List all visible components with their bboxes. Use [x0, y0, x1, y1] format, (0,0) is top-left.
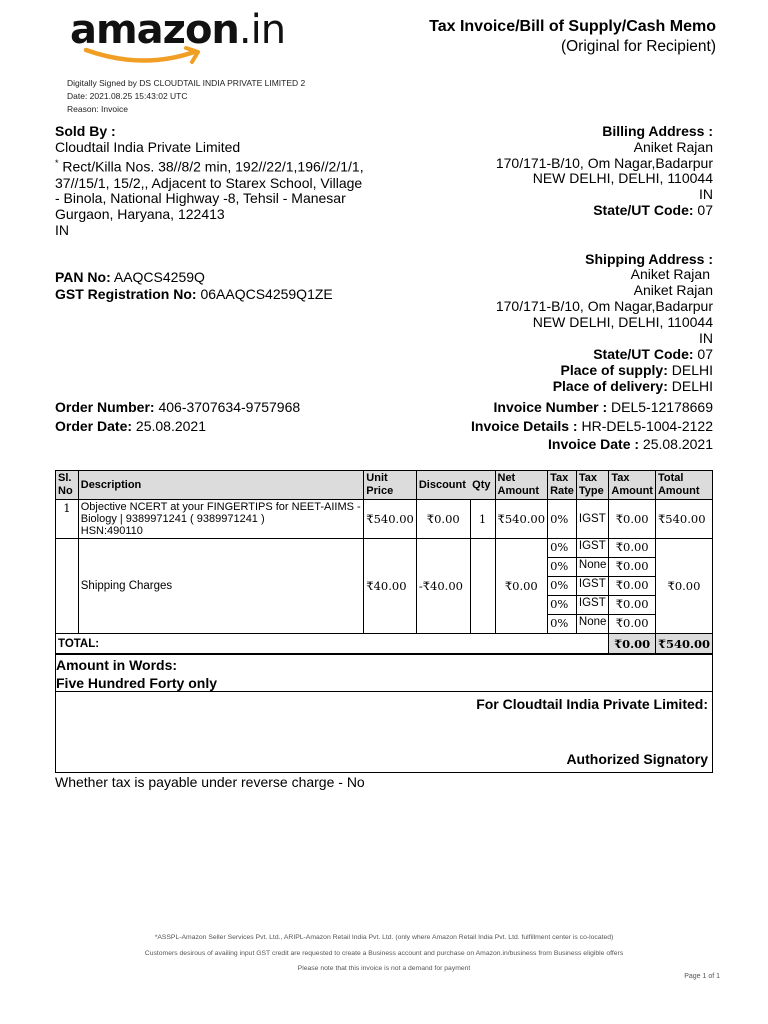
billing-address-label: Billing Address :: [602, 123, 713, 139]
total-label: TOTAL:: [56, 634, 609, 654]
item-sl: 1: [56, 500, 79, 539]
shipping-state-code: State/UT Code: 07: [593, 346, 713, 362]
seller-address-line: Gurgaon, Haryana, 122413: [55, 206, 225, 222]
col-header-discount: Discount: [416, 471, 470, 500]
gst-registration: GST Registration No: 06AAQCS4259Q1ZE: [55, 286, 333, 302]
invoice-items-table: [55, 470, 713, 654]
invoice-number: Invoice Number : DEL5-12178669: [493, 399, 713, 415]
seller-country: IN: [55, 222, 69, 238]
digital-signature-line: Digitally Signed by DS CLOUDTAIL INDIA PRIVATE LIMITED 2: [67, 78, 306, 88]
table-header-row: [56, 471, 713, 500]
col-header-description: Description: [78, 471, 364, 500]
col-header-qty: Qty: [470, 471, 495, 500]
tax-amount: ₹0.00: [609, 596, 656, 615]
shipping-address-line: 170/171-B/10, Om Nagar,Badarpur: [495, 298, 713, 314]
item-qty: 1: [470, 500, 495, 539]
col-header-sl: Sl. No: [56, 471, 79, 500]
invoice-subtitle: (Original for Recipient): [560, 38, 716, 55]
shipping-country: IN: [699, 330, 713, 346]
tax-amount: ₹0.00: [609, 558, 656, 577]
tax-amount: ₹0.00: [609, 500, 656, 539]
digital-signature-reason: Reason: Invoice: [67, 104, 128, 114]
amount-in-words-value: Five Hundred Forty only: [56, 675, 218, 691]
reverse-charge-note: Whether tax is payable under reverse charge - No: [55, 774, 365, 790]
col-header-tax-rate: Tax Rate: [548, 471, 577, 500]
footer-note: Please note that this invoice is not a demand for payment: [297, 965, 471, 972]
grand-total-amount: ₹540.00: [655, 634, 712, 654]
logo-wordmark: amazon.in: [70, 7, 286, 53]
tax-type: None: [576, 558, 609, 577]
amount-in-words-label: Amount in Words:: [56, 657, 178, 673]
pan-number: PAN No: AAQCS4259Q: [55, 269, 205, 285]
col-header-tax-amount: Tax Amount: [609, 471, 656, 500]
shipping-net-amount: ₹0.00: [495, 539, 548, 634]
seller-name: Cloudtail India Private Limited: [55, 139, 241, 155]
page-number: Page 1 of 1: [684, 973, 720, 980]
tax-rate: 0%: [548, 615, 577, 634]
item-total-amount: ₹540.00: [655, 500, 712, 539]
place-of-delivery: Place of delivery: DELHI: [552, 378, 713, 394]
invoice-details: Invoice Details : HR-DEL5-1004-2122: [471, 418, 713, 434]
invoice-date: Invoice Date : 25.08.2021: [548, 436, 713, 452]
seller-address-line: 37//15/1, 15/2,, Adjacent to Starex School, Village: [55, 175, 363, 191]
tax-rate: 0%: [548, 558, 577, 577]
item-description: Objective NCERT at your FINGERTIPS for NEET-AIIMS - Biology | 9389971241 ( 9389971241 ) HSN:490110: [78, 500, 364, 539]
tax-rate: 0%: [548, 500, 577, 539]
amount-in-words-box: [55, 654, 713, 692]
sold-by-label: Sold By :: [55, 123, 116, 139]
billing-state-code: State/UT Code: 07: [593, 202, 713, 218]
billing-address-line: 170/171-B/10, Om Nagar,Badarpur: [495, 155, 713, 171]
tax-type: None: [576, 615, 609, 634]
place-of-supply: Place of supply: DELHI: [560, 362, 713, 378]
tax-type: IGST: [576, 500, 609, 539]
billing-address-line: NEW DELHI, DELHI, 110044: [532, 170, 713, 186]
order-date: Order Date: 25.08.2021: [55, 418, 206, 434]
tax-amount: ₹0.00: [609, 577, 656, 596]
seller-address-line: * Rect/Killa Nos. 38//8/2 min, 192//22/1,196//2/1/1,: [55, 158, 364, 175]
table-row: [56, 539, 713, 558]
tax-amount: ₹0.00: [609, 539, 656, 558]
shipping-charges-label: Shipping Charges: [78, 539, 364, 634]
shipping-name: Aniket Rajan: [633, 282, 713, 298]
shipping-address-label: Shipping Address :: [585, 251, 713, 267]
tax-type: IGST: [576, 596, 609, 615]
table-row: [56, 500, 713, 539]
total-tax-amount: ₹0.00: [609, 634, 656, 654]
tax-amount: ₹0.00: [609, 615, 656, 634]
col-header-net-amount: Net Amount: [495, 471, 548, 500]
shipping-address-line: NEW DELHI, DELHI, 110044: [532, 314, 713, 330]
logo-smile-icon: [82, 44, 212, 68]
digital-signature-date: Date: 2021.08.25 15:43:02 UTC: [67, 91, 188, 101]
footer-note: *ASSPL-Amazon Seller Services Pvt. Ltd., ARIPL-Amazon Retail India Pvt. Ltd. (only where Amazon Retail India Pvt. Ltd. fulfillment center is co-located): [154, 934, 614, 941]
tax-rate: 0%: [548, 596, 577, 615]
item-discount: ₹0.00: [416, 500, 470, 539]
shipping-unit-price: ₹40.00: [364, 539, 417, 634]
order-number: Order Number: 406-3707634-9757968: [55, 399, 301, 415]
billing-country: IN: [699, 186, 713, 202]
item-net-amount: ₹540.00: [495, 500, 548, 539]
invoice-title: Tax Invoice/Bill of Supply/Cash Memo: [429, 18, 716, 35]
amazon-logo: [66, 6, 312, 68]
footer-note: Customers desirous of availing input GST credit are requested to create a Business account and purchase on Amazon.in/business from Business eligible offers: [144, 950, 624, 957]
tax-type: IGST: [576, 577, 609, 596]
tax-rate: 0%: [548, 539, 577, 558]
authorized-signatory-label: Authorized Signatory: [566, 751, 708, 767]
signatory-box: [55, 692, 713, 773]
seller-address-line: - Binola, National Highway -8, Tehsil - Manesar: [55, 190, 346, 206]
shipping-name: Aniket Rajan: [630, 266, 710, 282]
col-header-total-amount: Total Amount: [655, 471, 712, 500]
col-header-tax-type: Tax Type: [576, 471, 609, 500]
shipping-total-amount: ₹0.00: [655, 539, 712, 634]
billing-name: Aniket Rajan: [633, 139, 713, 155]
col-header-unit-price: Unit Price: [364, 471, 417, 500]
tax-type: IGST: [576, 539, 609, 558]
tax-rate: 0%: [548, 577, 577, 596]
for-company-label: For Cloudtail India Private Limited:: [476, 696, 708, 712]
shipping-discount: -₹40.00: [416, 539, 470, 634]
item-unit-price: ₹540.00: [364, 500, 417, 539]
table-total-row: [56, 634, 713, 654]
